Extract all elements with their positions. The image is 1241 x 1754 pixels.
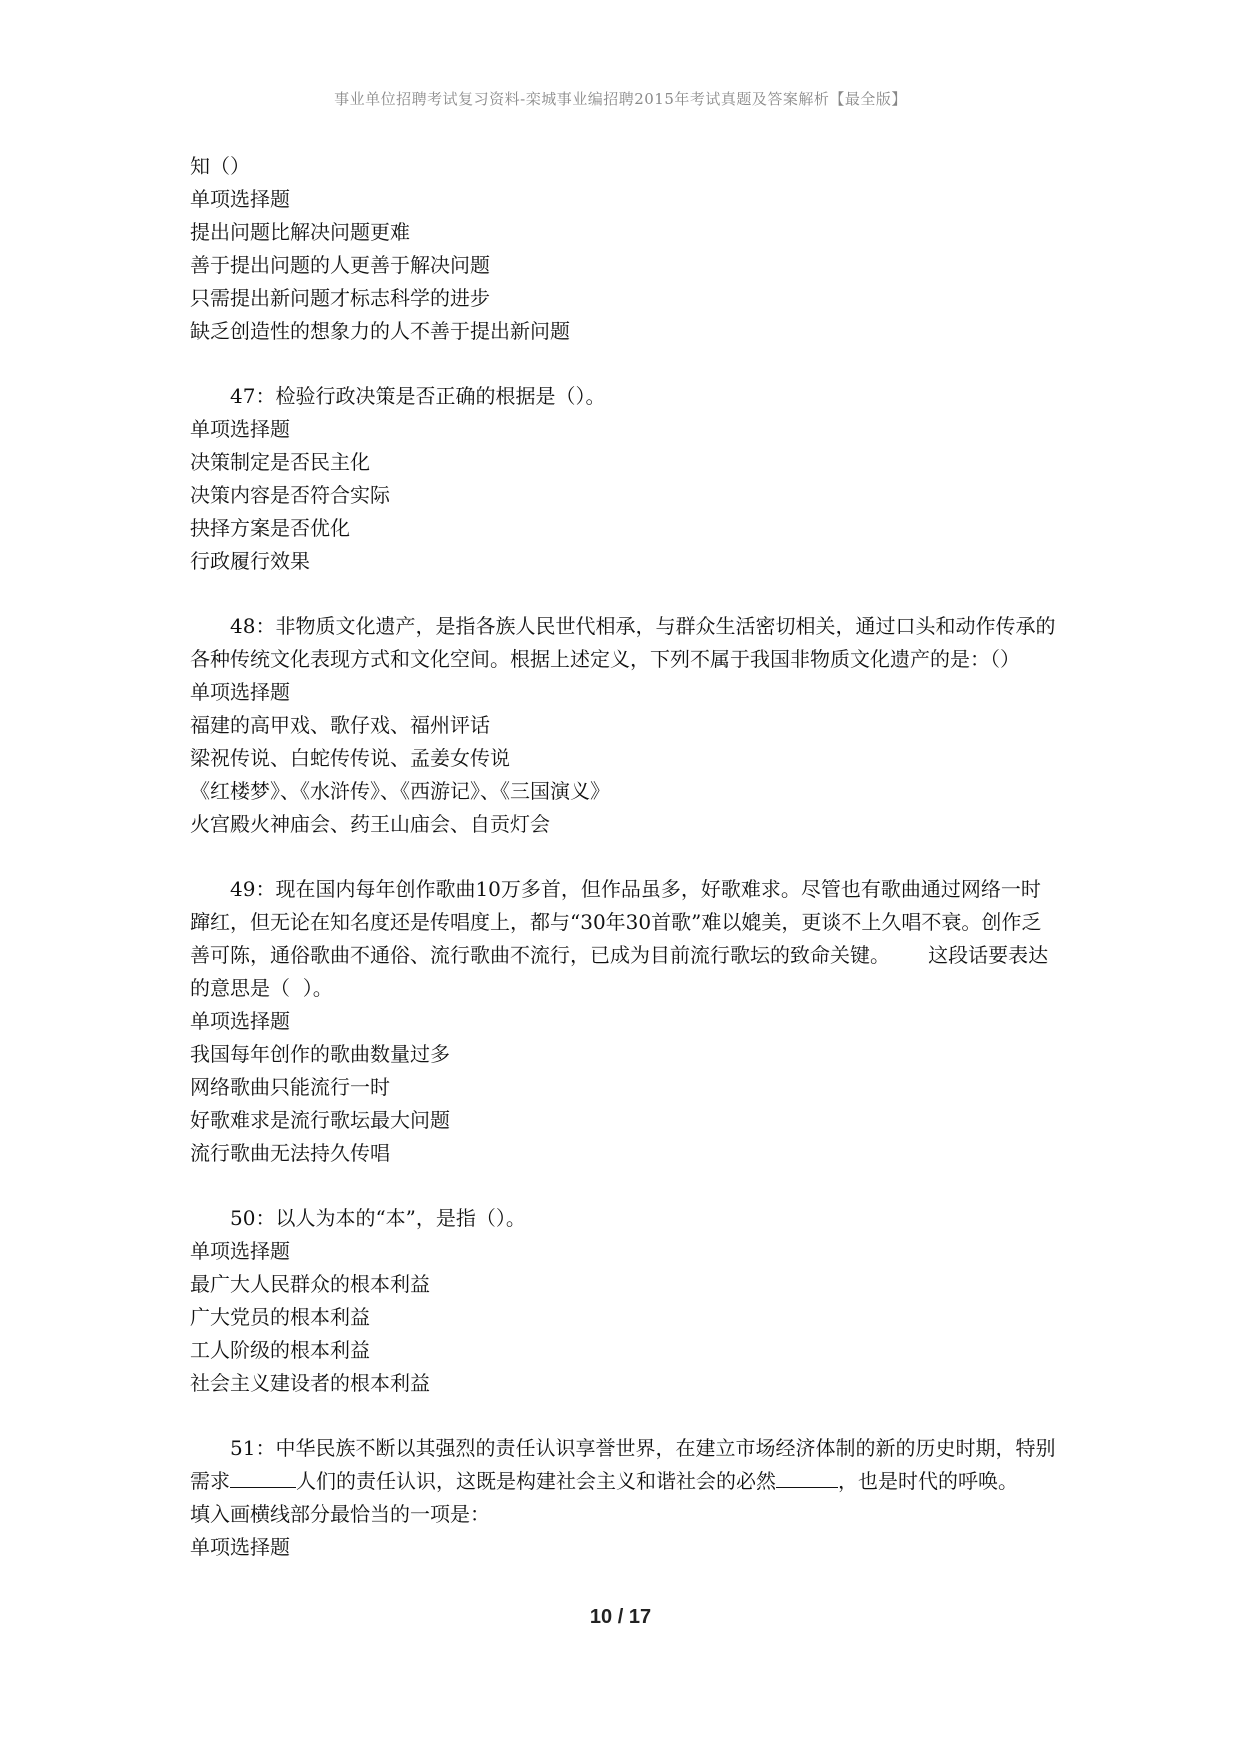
stem-part-1: 51：中华民族不断以其强烈的责任认识享誉世界，在建立市场经济体制的新的历史时期，特别需求 [190, 1436, 1056, 1493]
question-49 [190, 873, 1060, 1170]
option-d: 火宫殿火神庙会、药王山庙会、自贡灯会 [190, 812, 550, 836]
option-b: 善于提出问题的人更善于解决问题 [190, 253, 490, 277]
option-c: 《红楼梦》、《水浒传》、《西游记》、《三国演义》 [190, 779, 610, 803]
option-b: 梁祝传说、白蛇传传说、孟姜女传说 [190, 746, 510, 770]
question-stem: 49：现在国内每年创作歌曲10万多首，但作品虽多，好歌难求。尽管也有歌曲通过网络一时蹿红，但无论在知名度还是传唱度上，都与“30年30首歌”难以媲美，更谈不上久唱不衰。创作乏善可陈，通俗歌曲不通俗、流行歌曲不流行，已成为目前流行歌坛的致命关键。 这段话要表达的意思是（ ）。 [190, 877, 1049, 1000]
fill-blank-1 [230, 1467, 296, 1488]
option-d: 行政履行效果 [190, 549, 310, 573]
question-51 [190, 1432, 1060, 1564]
option-a: 最广大人民群众的根本利益 [190, 1272, 430, 1296]
option-b: 决策内容是否符合实际 [190, 483, 390, 507]
question-type: 单项选择题 [190, 1535, 290, 1559]
question-46-continuation [190, 150, 1060, 348]
question-48 [190, 610, 1060, 841]
page-header: 事业单位招聘考试复习资料-栾城事业编招聘2015年考试真题及答案解析【最全版】 [334, 90, 907, 108]
option-d: 缺乏创造性的想象力的人不善于提出新问题 [190, 319, 570, 343]
option-a: 福建的高甲戏、歌仔戏、福州评话 [190, 713, 490, 737]
question-stem: 47：检验行政决策是否正确的根据是（）。 [230, 384, 606, 408]
option-c: 工人阶级的根本利益 [190, 1338, 370, 1362]
fill-blank-2 [776, 1467, 838, 1488]
option-b: 网络歌曲只能流行一时 [190, 1075, 390, 1099]
option-c: 好歌难求是流行歌坛最大问题 [190, 1108, 450, 1132]
question-type: 单项选择题 [190, 1239, 290, 1263]
option-d: 流行歌曲无法持久传唱 [190, 1141, 390, 1165]
stem-part-2: 人们的责任认识，这既是构建社会主义和谐社会的必然 [296, 1469, 776, 1493]
question-type: 单项选择题 [190, 187, 290, 211]
question-stem-tail: 知（） [190, 154, 250, 178]
document-body [190, 150, 1060, 1564]
question-type: 单项选择题 [190, 417, 290, 441]
question-stem [190, 1432, 1060, 1531]
question-47 [190, 380, 1060, 578]
option-b: 广大党员的根本利益 [190, 1305, 370, 1329]
option-a: 我国每年创作的歌曲数量过多 [190, 1042, 450, 1066]
page-number: 10 / 17 [589, 1606, 652, 1628]
stem-part-3: ，也是时代的呼唤。 填入画横线部分最恰当的一项是： [190, 1469, 1057, 1526]
question-type: 单项选择题 [190, 1009, 290, 1033]
question-type: 单项选择题 [190, 680, 290, 704]
option-c: 只需提出新问题才标志科学的进步 [190, 286, 490, 310]
option-c: 抉择方案是否优化 [190, 516, 350, 540]
option-a: 决策制定是否民主化 [190, 450, 370, 474]
option-d: 社会主义建设者的根本利益 [190, 1371, 430, 1395]
question-stem: 48：非物质文化遗产，是指各族人民世代相承，与群众生活密切相关，通过口头和动作传承的各种传统文化表现方式和文化空间。根据上述定义，下列不属于我国非物质文化遗产的是：（） [190, 614, 1056, 671]
question-stem: 50：以人为本的“本”，是指（）。 [230, 1206, 526, 1230]
question-50 [190, 1202, 1060, 1400]
option-a: 提出问题比解决问题更难 [190, 220, 410, 244]
